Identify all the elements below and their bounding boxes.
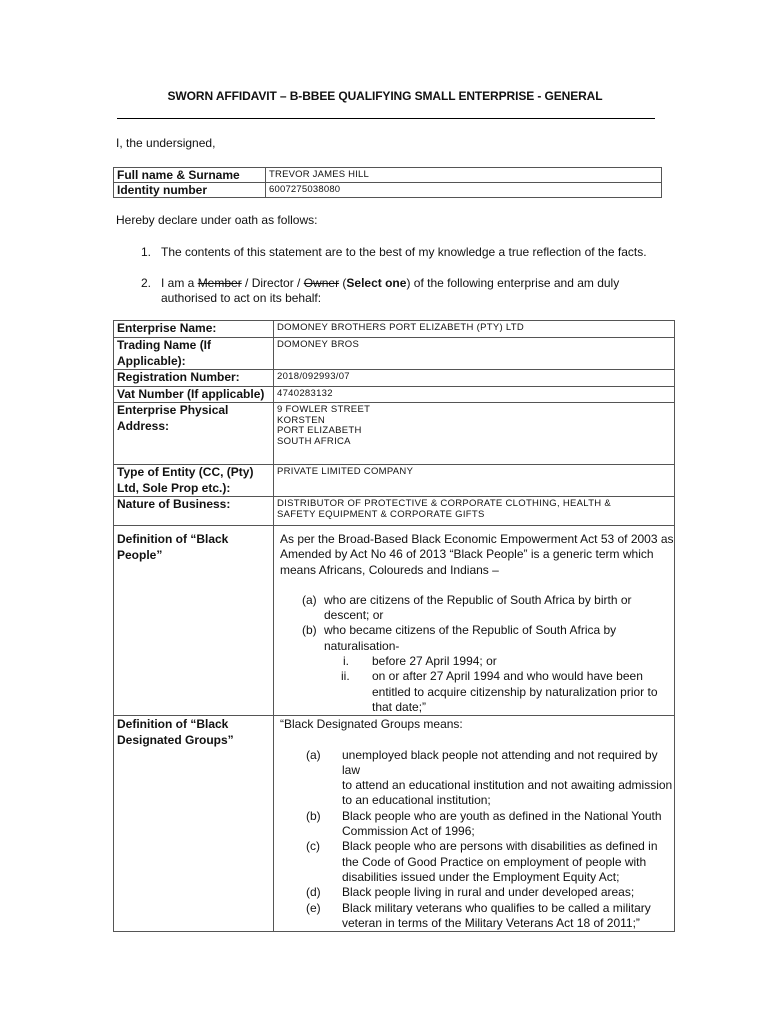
table-row xyxy=(114,716,675,932)
definition-line: means Africans, Coloureds and Indians – xyxy=(280,562,499,577)
statement-item-2 xyxy=(141,276,681,306)
text-line: Black people who are youth as defined in the National Youth xyxy=(342,808,662,823)
select-one-note: Select one xyxy=(346,276,407,290)
list-text xyxy=(342,901,651,932)
definition-line: “Black Designated Groups means: xyxy=(280,717,463,732)
table-row xyxy=(114,526,675,716)
label-line: Definition of “Black xyxy=(117,717,229,732)
list-item xyxy=(280,654,674,669)
text-line: the Code of Good Practice on employment of people with xyxy=(342,854,647,869)
enterprise-table xyxy=(113,320,675,932)
black-people-definition xyxy=(274,526,675,716)
statement-item-1 xyxy=(141,245,681,260)
text-line: on or after 27 April 1994 and who would have been xyxy=(372,669,643,684)
item-text: The contents of this statement are to the best of my knowledge a true reflection of the facts. xyxy=(161,245,647,259)
address-line: 9 FOWLER STREET xyxy=(277,404,371,415)
text-line: Black military veterans who qualifies to be called a military xyxy=(342,900,651,915)
enterprise-name-label: Enterprise Name: xyxy=(114,321,274,338)
text-line: unemployed black people not attending and not required by law xyxy=(342,747,658,777)
deponent-table xyxy=(113,167,662,198)
text-line: who became citizens of the Republic of South Africa by xyxy=(324,623,617,638)
list-item xyxy=(280,901,674,932)
page-title: SWORN AFFIDAVIT – B-BBEE QUALIFYING SMALL ENTERPRISE - GENERAL xyxy=(167,89,603,103)
list-marker: (e) xyxy=(306,900,321,915)
definition-line: As per the Broad-Based Black Economic Empowerment Act 53 of 2003 as xyxy=(280,532,674,546)
table-row xyxy=(114,338,675,370)
nature-of-business-label: Nature of Business: xyxy=(114,497,274,526)
table-row xyxy=(114,497,675,526)
list-marker: (b) xyxy=(306,808,321,823)
text-line: who are citizens of the Republic of South Africa by birth or xyxy=(324,592,632,607)
text-line: to attend an educational institution and not awaiting admission xyxy=(342,778,673,793)
list-item xyxy=(280,885,674,900)
label-line: Type of Entity (CC, (Pty) xyxy=(117,465,254,479)
text-line: Commission Act of 1996; xyxy=(342,824,475,839)
registration-number-value: 2018/092993/07 xyxy=(274,370,675,387)
list-text: before 27 April 1994; or xyxy=(372,654,497,669)
table-row xyxy=(114,183,662,198)
table-row xyxy=(114,403,675,465)
trading-name-label xyxy=(114,338,274,370)
list-text xyxy=(324,593,632,624)
label-line: Designated Groups” xyxy=(117,732,234,747)
full-name-label: Full name & Surname xyxy=(114,168,266,183)
text-line: entitled to acquire citizenship by naturalization prior to xyxy=(372,684,658,699)
label-line: Ltd, Sole Prop etc.): xyxy=(117,480,231,495)
physical-address-value xyxy=(274,403,675,465)
entity-type-value: PRIVATE LIMITED COMPANY xyxy=(274,465,675,497)
physical-address-label xyxy=(114,403,274,465)
trading-name-value: DOMONEY BROS xyxy=(274,338,675,370)
text-fragment: / Director / xyxy=(241,276,304,290)
text-line: naturalisation- xyxy=(324,638,400,653)
list-text xyxy=(342,809,662,840)
text-line: descent; or xyxy=(324,608,384,623)
address-line: SOUTH AFRICA xyxy=(277,435,351,447)
list-marker: (b) xyxy=(302,623,317,638)
list-item xyxy=(280,809,674,840)
identity-number-label: Identity number xyxy=(114,183,266,198)
value-line: DISTRIBUTOR OF PROTECTIVE & CORPORATE CLOTHING, HEALTH & xyxy=(277,498,612,509)
nature-of-business-value xyxy=(274,497,675,526)
item-number: 2. xyxy=(141,276,152,290)
list-item xyxy=(280,669,674,715)
label-line: Applicable): xyxy=(117,353,186,368)
address-line: PORT ELIZABETH xyxy=(277,425,362,436)
label-line: Enterprise Physical xyxy=(117,403,229,417)
definition-line: Amended by Act No 46 of 2013 “Black People” is a generic term which xyxy=(280,547,654,562)
text-fragment: ( xyxy=(339,276,347,290)
text-line: disabilities issued under the Employment Equity Act; xyxy=(342,869,620,884)
label-line: Trading Name (If xyxy=(117,338,212,352)
table-row xyxy=(114,465,675,497)
list-marker: i. xyxy=(343,654,349,669)
text-line: veteran in terms of the Military Veterans Act 18 of 2011;” xyxy=(342,915,640,930)
list-marker: (a) xyxy=(302,592,317,607)
table-row xyxy=(114,321,675,338)
black-designated-groups-label xyxy=(114,716,274,932)
list-item xyxy=(280,623,674,654)
label-line: Address: xyxy=(117,418,170,433)
list-marker: (a) xyxy=(306,747,321,762)
text-line: Black people who are persons with disabilities as defined in xyxy=(342,839,658,854)
value-line: SAFETY EQUIPMENT & CORPORATE GIFTS xyxy=(277,508,485,520)
text-line: to an educational institution; xyxy=(342,793,491,808)
address-line: KORSTEN xyxy=(277,414,326,426)
black-people-label xyxy=(114,526,274,716)
list-marker: ii. xyxy=(341,669,350,684)
list-text xyxy=(342,748,674,809)
text-fragment: I am a xyxy=(161,276,198,290)
list-marker: (d) xyxy=(306,885,321,900)
vat-number-value: 4740283132 xyxy=(274,386,675,403)
table-row xyxy=(114,386,675,403)
intro-text: I, the undersigned, xyxy=(116,136,216,150)
enterprise-name-value: DOMONEY BROTHERS PORT ELIZABETH (PTY) LTD xyxy=(274,321,675,338)
item-text xyxy=(161,276,619,306)
owner-option: Owner xyxy=(303,276,340,290)
entity-type-label xyxy=(114,465,274,497)
list-text xyxy=(342,839,658,885)
list-item xyxy=(280,748,674,809)
list-item xyxy=(280,839,674,885)
title-divider xyxy=(117,118,655,119)
item-text-line2: authorised to act on its behalf: xyxy=(161,291,322,305)
member-option: Member xyxy=(197,276,242,290)
label-line: People” xyxy=(117,547,163,562)
table-row xyxy=(114,370,675,387)
item-number: 1. xyxy=(141,245,152,259)
registration-number-label: Registration Number: xyxy=(114,370,274,387)
text-fragment: ) of the following enterprise and am duly xyxy=(406,276,620,290)
identity-number-value: 6007275038080 xyxy=(266,183,662,198)
table-row xyxy=(114,168,662,183)
vat-number-label: Vat Number (If applicable) xyxy=(114,386,274,403)
declare-text: Hereby declare under oath as follows: xyxy=(116,213,318,227)
list-text xyxy=(372,669,658,715)
full-name-value: TREVOR JAMES HILL xyxy=(266,168,662,183)
list-marker: (c) xyxy=(306,839,320,854)
list-text: Black people living in rural and under developed areas; xyxy=(342,885,635,900)
list-item xyxy=(280,593,674,624)
label-line: Definition of “Black xyxy=(117,532,229,546)
text-line: that date;” xyxy=(372,699,427,714)
black-designated-groups-definition xyxy=(274,716,675,932)
list-text xyxy=(324,623,616,654)
